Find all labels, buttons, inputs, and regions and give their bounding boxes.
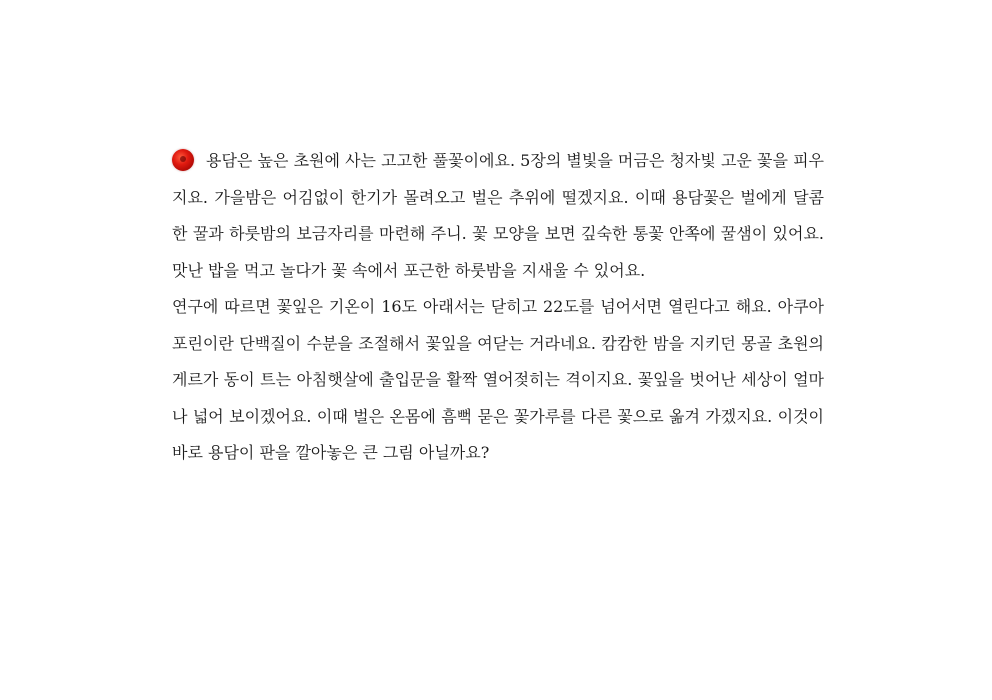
body-text: [172, 143, 824, 472]
paragraph-1-text: 용담은 높은 초원에 사는 고고한 풀꽃이에요. 5장의 별빛을 머금은 청자빛 고운 꽃을 피우지요. 가을밤은 어김없이 한기가 몰려오고 벌은 추위에 떨겠지요. 이때 용담꽃은 벌에게 달콤한 꿀과 하룻밤의 보금자리를 마련해 주니. 꽃 모양을 보면 깊숙한 통꽃 안쪽에 꿀샘이 있어요. 맛난 밥을 먹고 놀다가 꽃 속에서 포근한 하룻밤을 지새울 수 있어요.: [172, 151, 824, 280]
red-flower-bullet-icon: [172, 149, 194, 171]
paragraph-2-text: 연구에 따르면 꽃잎은 기온이 16도 아래서는 닫히고 22도를 넘어서면 열린다고 해요. 아쿠아포린이란 단백질이 수분을 조절해서 꽃잎을 여닫는 거라네요. 캄캄한 밤을 지키던 몽골 초원의 게르가 동이 트는 아침햇살에 출입문을 활짝 열어젖히는 격이지요. 꽃잎을 벗어난 세상이 얼마나 넓어 보이겠어요. 이때 벌은 온몸에 흠뻑 묻은 꽃가루를 다른 꽃으로 옮겨 가겠지요. 이것이 바로 용담이 판을 깔아놓은 큰 그림 아닐까요?: [172, 297, 824, 462]
paragraph-1: [172, 143, 824, 289]
paragraph-2: [172, 289, 824, 472]
